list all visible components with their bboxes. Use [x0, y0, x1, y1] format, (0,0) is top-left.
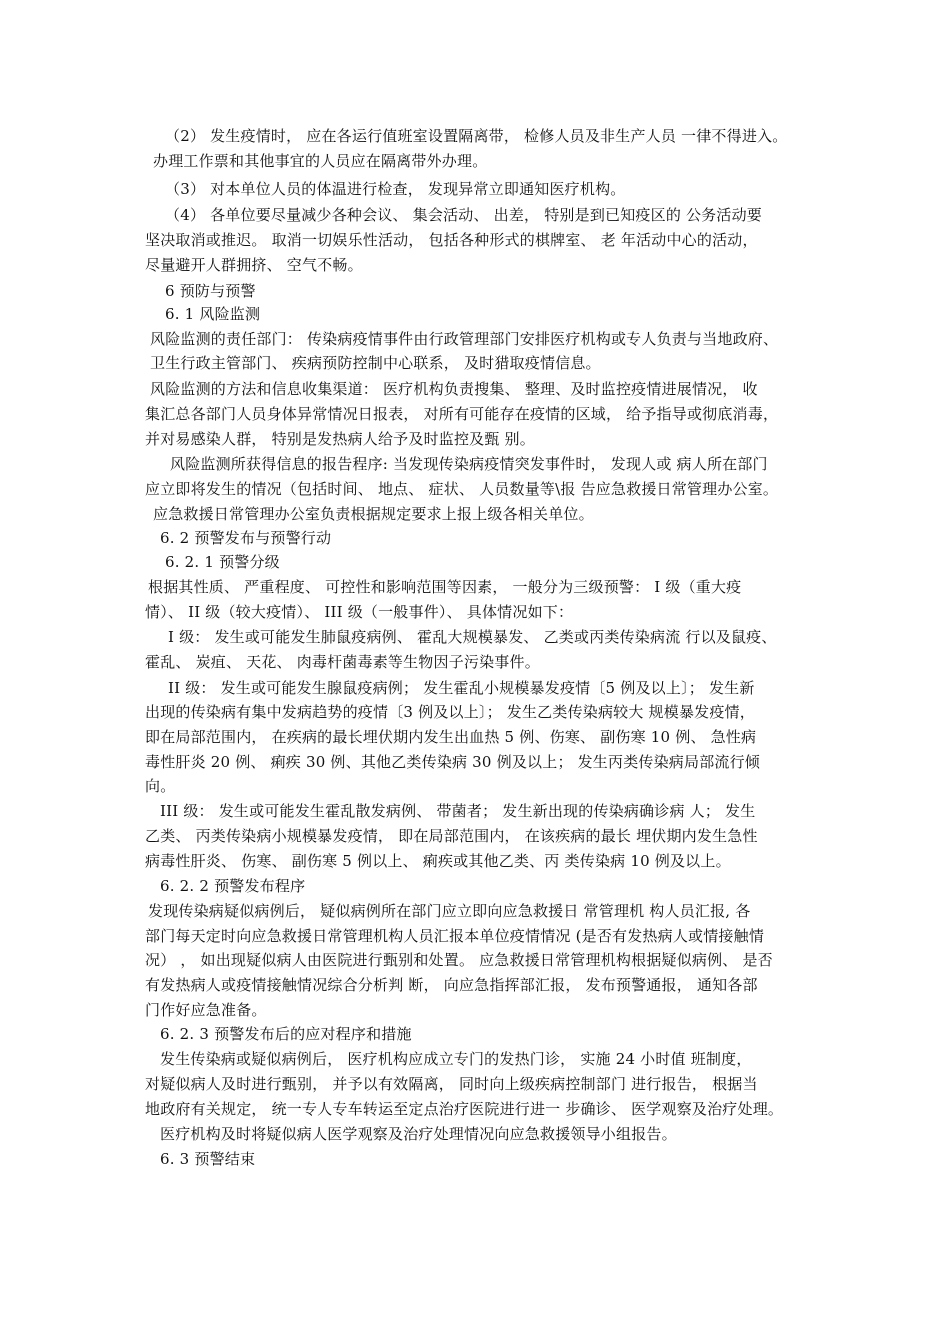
text-line: 乙类、 丙类传染病小规模暴发疫情， 即在局部范围内， 在该疾病的最长 埋伏期内发生急性: [145, 827, 758, 845]
section-heading: 6 预防与预警: [165, 282, 256, 300]
subsection-heading: 6. 1 风险监测: [165, 305, 261, 323]
text-line: 病毒性肝炎、 伤寒、 副伤寒 5 例以上、 痢疾或其他乙类、丙 类传染病 10 例及以上。: [145, 852, 731, 870]
text-line: 尽量避开人群拥挤、 空气不畅。: [145, 256, 363, 274]
text-line: 向。: [145, 777, 176, 795]
text-line: 情）、 II 级（较大疫情）、 III 级（一般事件）、 具体情况如下：: [145, 603, 574, 621]
text-line: 发生传染病或疑似病例后， 医疗机构应成立专门的发热门诊， 实施 24 小时值 班制度，: [160, 1050, 752, 1068]
text-line: 风险监测所获得信息的报告程序: 当发现传染病疫情突发事件时， 发现人或 病人所在部门: [170, 455, 768, 473]
text-line: （2） 发生疫情时， 应在各运行值班室设置隔离带， 检修人员及非生产人员 一律不得进入。: [165, 127, 788, 145]
text-line: 应立即将发生的情况（包括时间、 地点、 症状、 人员数量等\报 告应急救援日常管理办公室。: [145, 480, 779, 498]
text-line: （3） 对本单位人员的体温进行检查， 发现异常立即通知医疗机构。: [165, 180, 626, 198]
text-line: 坚决取消或推迟。 取消一切娱乐性活动， 包括各种形式的棋牌室、 老 年活动中心的活动，: [145, 231, 758, 249]
text-line: （4） 各单位要尽量减少各种会议、 集会活动、 出差， 特别是到已知疫区的 公务活动要: [165, 206, 762, 224]
text-line: 并对易感染人群， 特别是发热病人给予及时监控及甄 别。: [145, 430, 535, 448]
subsection-heading: 6. 3 预警结束: [160, 1150, 256, 1168]
text-line: 集汇总各部门人员身体异常情况日报表， 对所有可能存在疫情的区域， 给予指导或彻底消毒，: [145, 405, 779, 423]
text-line: 地政府有关规定， 统一专人专车转运至定点治疗医院进行进一 步确诊、 医学观察及治疗处理。: [145, 1100, 784, 1118]
text-line: 应急救援日常管理办公室负责根据规定要求上报上级各相关单位。: [153, 505, 594, 523]
text-line: II 级： 发生或可能发生腺鼠疫病例； 发生霍乱小规模暴发疫情〔5 例及以上〕； 发生新: [168, 679, 755, 697]
subsection-heading: 6. 2 预警发布与预警行动: [160, 529, 332, 547]
subsection-heading: 6. 2. 1 预警分级: [165, 553, 280, 571]
subsection-heading: 6. 2. 3 预警发布后的应对程序和措施: [160, 1025, 412, 1043]
text-line: 霍乱、 炭疽、 天花、 肉毒杆菌毒素等生物因子污染事件。: [145, 653, 540, 671]
text-line: 根据其性质、 严重程度、 可控性和影响范围等因素， 一般分为三级预警： I 级（重大疫: [148, 578, 742, 596]
text-line: 即在局部范围内， 在疾病的最长埋伏期内发生出血热 5 例、伤寒、 副伤寒 10 例、 急性病: [145, 728, 757, 746]
text-line: 出现的传染病有集中发病趋势的疫情〔3 例及以上〕； 发生乙类传染病较大 规模暴发疫情，: [145, 703, 755, 721]
text-line: 办理工作票和其他事宜的人员应在隔离带外办理。: [153, 152, 488, 170]
text-line: 发现传染病疑似病例后， 疑似病例所在部门应立即向应急救援日 常管理机 构人员汇报, 各: [148, 902, 751, 920]
text-line: 毒性肝炎 20 例、 痢疾 30 例、其他乙类传染病 30 例及以上； 发生丙类传染病局部流行倾: [145, 753, 761, 771]
text-line: III 级： 发生或可能发生霍乱散发病例、 带菌者； 发生新出现的传染病确诊病 人； 发生: [160, 802, 756, 820]
text-line: 门作好应急准备。: [145, 1001, 267, 1019]
text-line: 医疗机构及时将疑似病人医学观察及治疗处理情况向应急救援领导小组报告。: [160, 1125, 677, 1143]
text-line: 有发热病人或疫情接触情况综合分析判 断， 向应急指挥部汇报， 发布预警通报， 通知各部: [145, 976, 758, 994]
subsection-heading: 6. 2. 2 预警发布程序: [160, 877, 306, 895]
text-line: I 级： 发生或可能发生肺鼠疫病例、 霍乱大规模暴发、 乙类或丙类传染病流 行以及鼠疫、: [168, 628, 777, 646]
text-line: 风险监测的方法和信息收集渠道： 医疗机构负责搜集、 整理、及时监控疫情进展情况， 收: [150, 380, 758, 398]
text-line: 风险监测的责任部门： 传染病疫情事件由行政管理部门安排医疗机构或专人负责与当地政府、: [150, 330, 779, 348]
text-line: 部门每天定时向应急救援日常管理机构人员汇报本单位疫情情况 (是否有发热病人或情接触情: [145, 927, 765, 945]
text-line: 对疑似病人及时进行甄别， 并予以有效隔离， 同时向上级疾病控制部门 进行报告， 根据当: [145, 1075, 758, 1093]
text-line: 卫生行政主管部门、 疾病预防控制中心联系， 及时猎取疫情信息。: [150, 354, 601, 372]
text-line: 况） ， 如出现疑似病人由医院进行甄别和处置。 应急救援日常管理机构根据疑似病例、 是否: [145, 951, 773, 969]
